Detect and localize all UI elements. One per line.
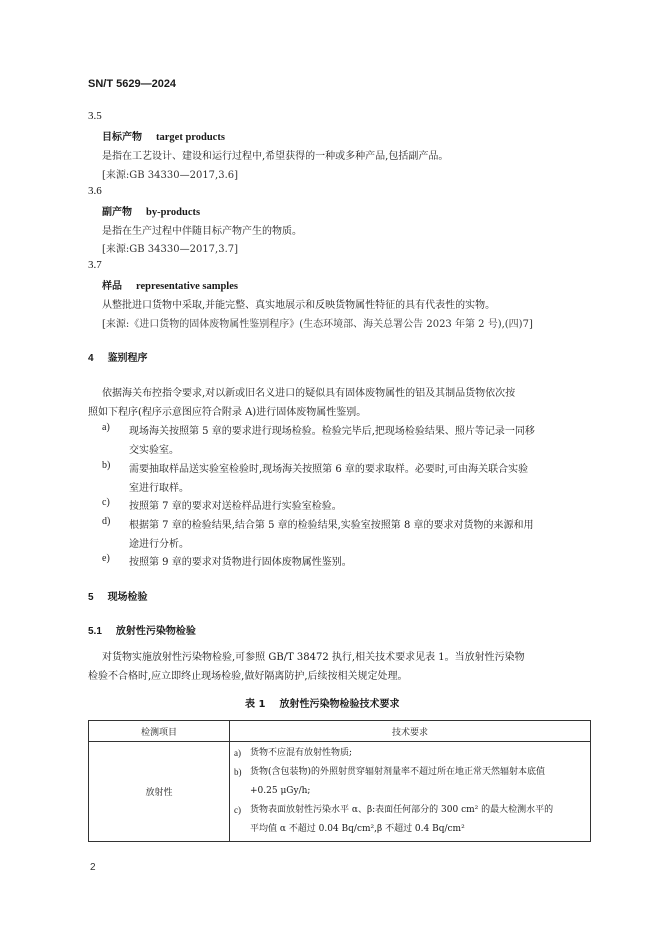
section-number: 5.1 xyxy=(88,626,102,637)
requirement-text: 平均值 α 不超过 0.04 Bq/cm²,β 不超过 0.4 Bq/cm² xyxy=(250,824,465,834)
list-text: 需要抽取样品送实验室检验时,现场海关按照第 6 章的要求取样。必要时,可由海关联合实验 xyxy=(129,464,529,475)
list-marker: e) xyxy=(102,553,110,564)
requirement-line xyxy=(230,801,590,820)
requirement-text: 货物表面放射性污染水平 α、β:表面任何部分的 300 cm² 的最大检测水平的 xyxy=(250,805,554,815)
list-marker: a) xyxy=(102,422,110,433)
term-number: 3.5 xyxy=(88,110,102,122)
column-header-item: 检测项目 xyxy=(89,721,230,742)
term-title xyxy=(102,128,225,143)
section-heading xyxy=(88,588,148,603)
requirement-marker: b) xyxy=(234,767,242,777)
term-source: [来源:GB 34330—2017,3.6] xyxy=(102,170,239,181)
requirements-table xyxy=(88,720,591,842)
term-title-en: by-products xyxy=(146,207,201,218)
section-title: 放射性污染物检验 xyxy=(115,626,196,637)
list-item xyxy=(102,422,592,460)
requirement-text: 货物(含包装物)的外照射贯穿辐射剂量率不超过所在地正常天然辐射本底值 xyxy=(250,767,546,777)
requirement-line xyxy=(230,744,590,763)
inspection-item-cell: 放射性 xyxy=(89,742,230,842)
table-caption xyxy=(245,695,399,710)
standard-number: SN/T 5629—2024 xyxy=(88,78,177,90)
requirement-text: 货物不应混有放射性物质; xyxy=(250,748,353,758)
table-row xyxy=(89,742,591,842)
term-title-en: representative samples xyxy=(136,281,238,292)
term-title-zh: 副产物 xyxy=(102,207,132,218)
list-item xyxy=(102,460,592,498)
section-number: 5 xyxy=(88,592,94,603)
list-text: 途进行分析。 xyxy=(129,539,189,550)
section-number: 4 xyxy=(88,353,94,364)
list-marker: d) xyxy=(102,516,111,527)
list-item xyxy=(102,497,592,516)
term-number: 3.6 xyxy=(88,185,102,197)
requirement-line xyxy=(230,782,590,801)
requirement-line xyxy=(230,820,590,839)
requirement-text: +0.25 μGy/h; xyxy=(250,786,311,796)
list-text: 根据第 7 章的检验结果,结合第 5 章的检验结果,实验室按照第 8 章的要求对货物的来源和用 xyxy=(129,520,534,531)
list-marker: b) xyxy=(102,460,111,471)
list-text: 室进行取样。 xyxy=(129,483,189,494)
section-title: 现场检验 xyxy=(107,592,148,603)
term-number: 3.7 xyxy=(88,259,102,271)
term-definition: 从整批进口货物中采取,并能完整、真实地展示和反映货物属性特征的具有代表性的实物。 xyxy=(102,300,496,311)
list-text: 按照第 7 章的要求对送检样品进行实验室检验。 xyxy=(129,501,342,512)
requirement-marker: c) xyxy=(234,805,241,815)
term-source: [来源:《进口货物的固体废物属性鉴别程序》(生态环境部、海关总署公告 2023 年第 2 号),(四)7] xyxy=(102,319,533,330)
list-item xyxy=(102,516,592,554)
term-title-zh: 目标产物 xyxy=(102,132,142,143)
list-item xyxy=(102,553,592,572)
table-caption-number: 表 1 xyxy=(245,699,266,710)
paragraph-line: 检验不合格时,应立即终止现场检验,做好隔离防护,后续按相关规定处理。 xyxy=(88,671,408,682)
table-header-row xyxy=(89,721,591,742)
term-source: [来源:GB 34330—2017,3.7] xyxy=(102,244,239,255)
section-title: 鉴别程序 xyxy=(107,353,148,364)
table-caption-title: 放射性污染物检验技术要求 xyxy=(279,699,400,710)
list-text: 交实验室。 xyxy=(129,445,179,456)
list-text: 现场海关按照第 5 章的要求进行现场检验。检验完毕后,把现场检验结果、照片等记录一同移 xyxy=(129,426,535,437)
requirement-line xyxy=(230,763,590,782)
list-marker: c) xyxy=(102,497,110,508)
paragraph-line: 照如下程序(程序示意图应符合附录 A)进行固体废物属性鉴别。 xyxy=(88,407,367,418)
term-definition: 是指在生产过程中伴随目标产物产生的物质。 xyxy=(102,226,302,237)
section-heading xyxy=(88,349,148,364)
term-title-en: target products xyxy=(156,132,225,143)
subsection-heading xyxy=(88,622,196,637)
requirement-cell xyxy=(230,742,591,842)
term-definition: 是指在工艺设计、建设和运行过程中,希望获得的一种或多种产品,包括副产品。 xyxy=(102,151,449,162)
paragraph-line: 依据海关布控指令要求,对以新或旧名义进口的疑似具有固体废物属性的铝及其制品货物依次按 xyxy=(102,388,516,399)
requirement-marker: a) xyxy=(234,748,241,758)
term-title xyxy=(102,203,200,218)
list-text: 按照第 9 章的要求对货物进行固体废物属性鉴别。 xyxy=(129,557,352,568)
page-number: 2 xyxy=(90,862,96,873)
term-title-zh: 样品 xyxy=(102,281,122,292)
paragraph-line: 对货物实施放射性污染物检验,可参照 GB/T 38472 执行,相关技术要求见表 1。当放射性污染物 xyxy=(102,652,525,663)
term-title xyxy=(102,277,238,292)
column-header-requirement: 技术要求 xyxy=(230,721,591,742)
